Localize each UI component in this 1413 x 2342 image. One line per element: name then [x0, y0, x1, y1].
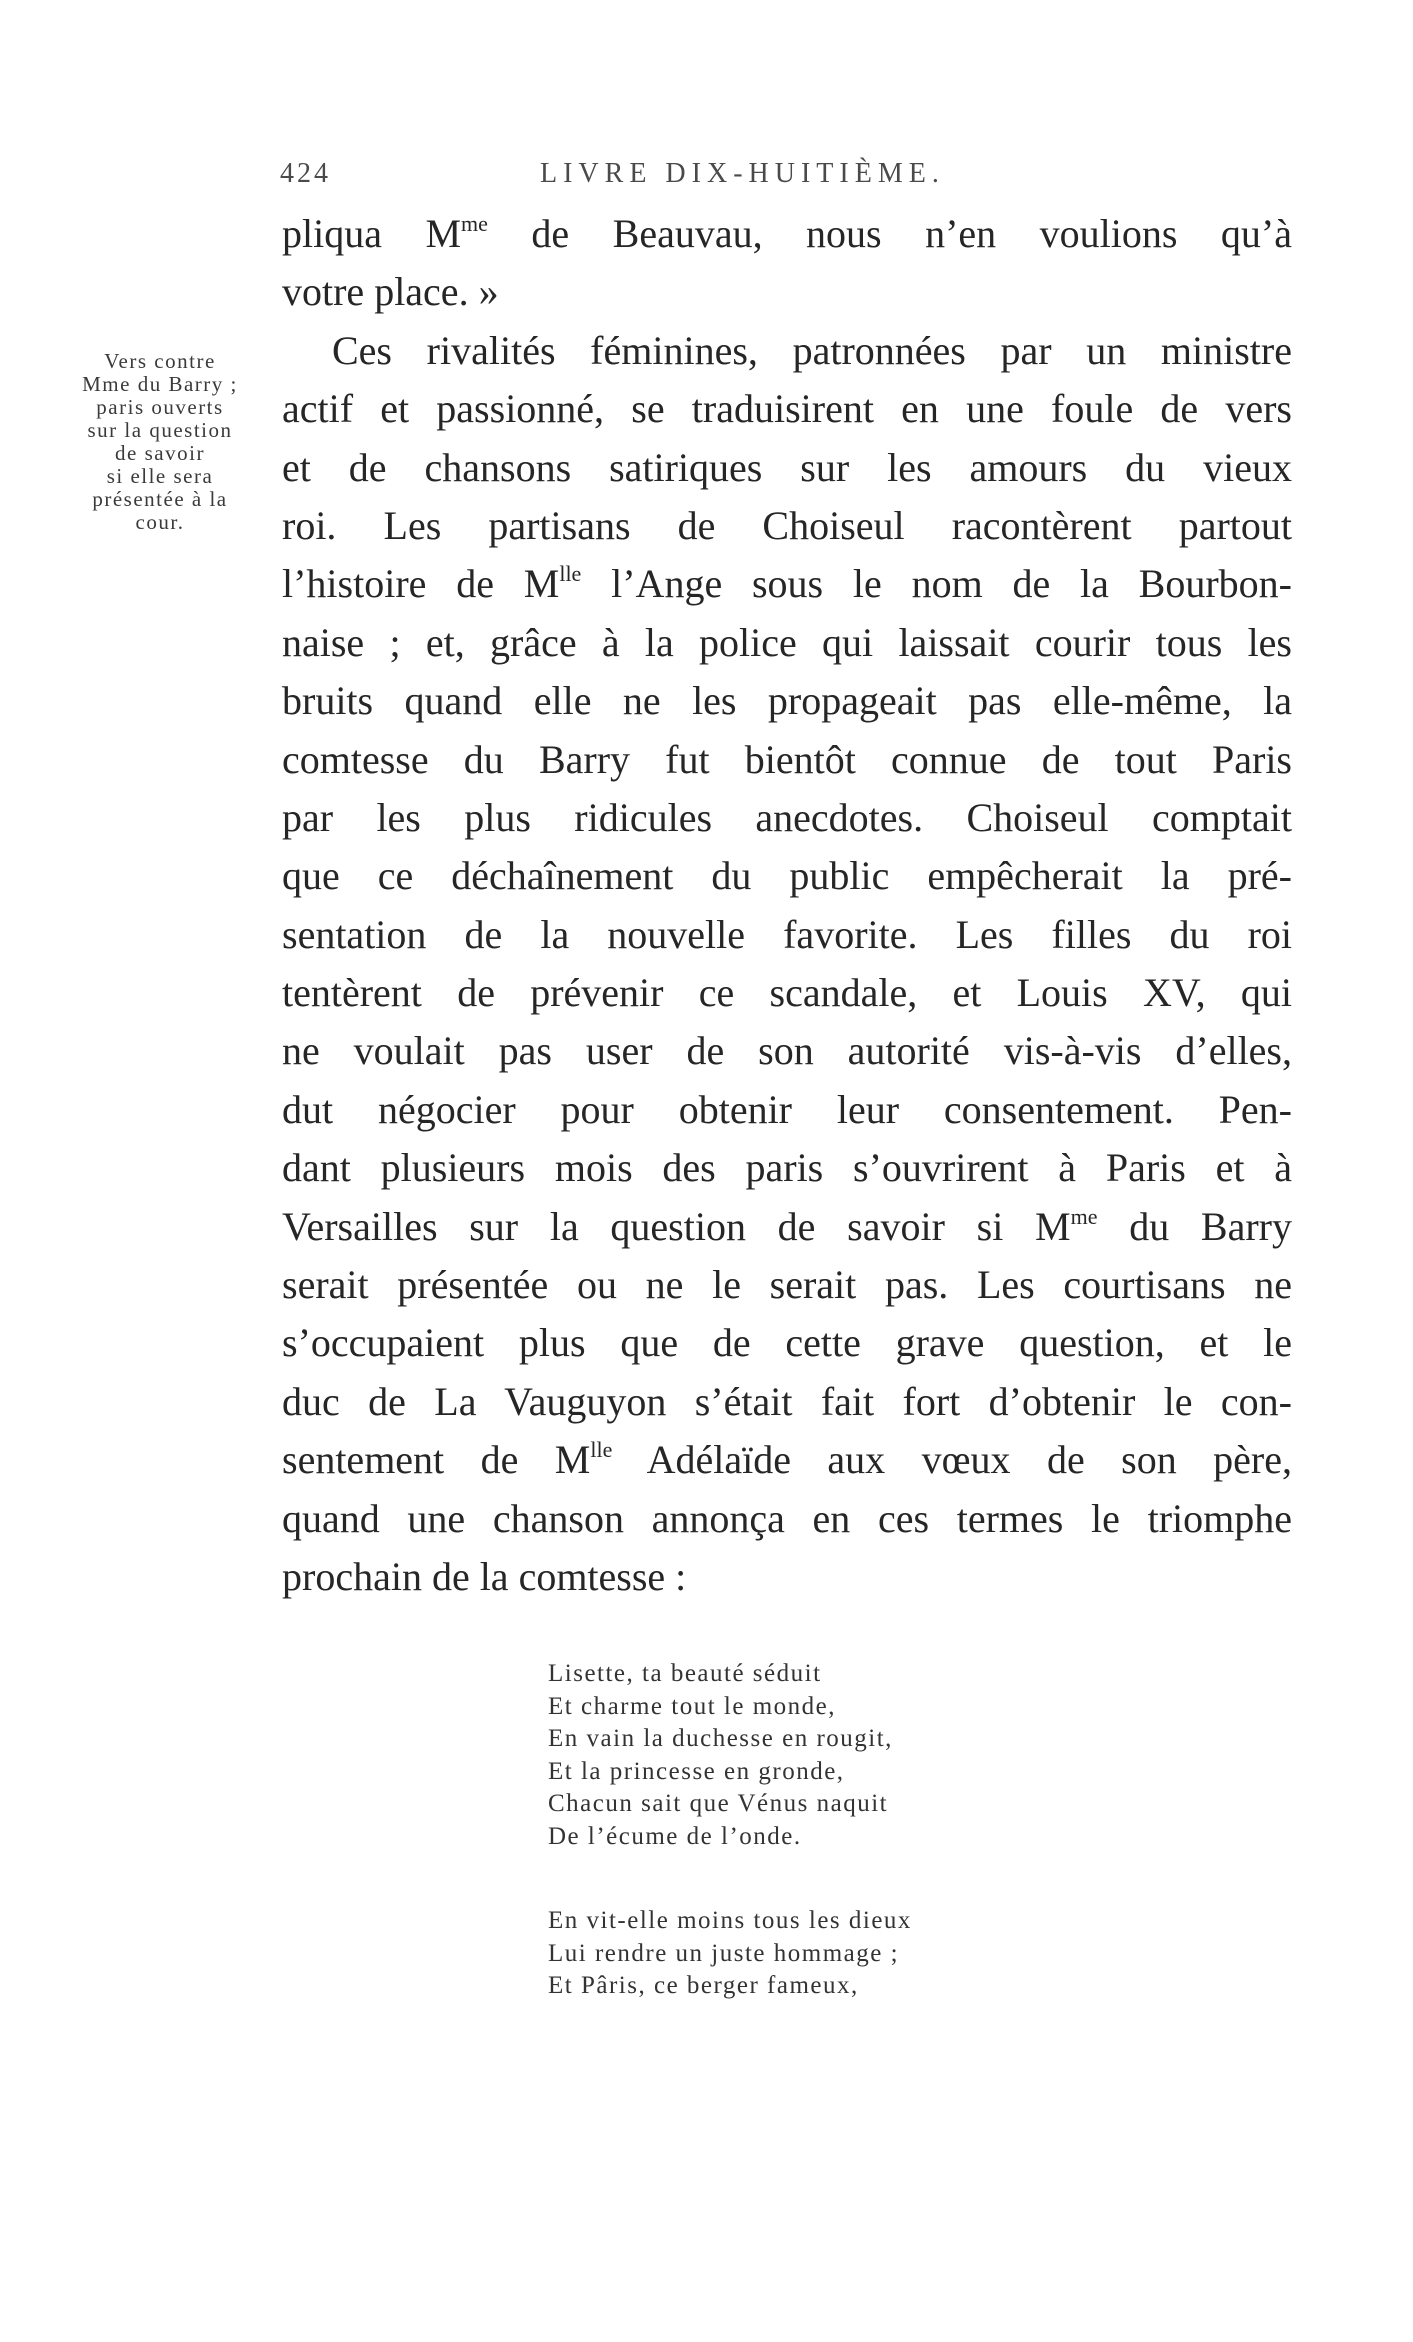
- margin-note-line: sur la question: [87, 418, 233, 442]
- margin-note-line: de savoir: [115, 441, 205, 465]
- poem-line: En vain la duchesse en rougit,: [548, 1725, 893, 1752]
- margin-note-line: paris ouverts: [96, 395, 224, 419]
- text-line: et de chansons satiriques sur les amours du vieux: [282, 444, 1292, 490]
- text-line: ne voulait pas user de son autorité vis-à-vis d’elles,: [282, 1028, 1292, 1074]
- text-line: s’occupaient plus que de cette grave question, et le: [282, 1320, 1292, 1366]
- text-line: prochain de la comtesse :: [282, 1553, 687, 1599]
- poem-line: Lisette, ta beauté séduit: [548, 1660, 822, 1687]
- text-line: quand une chanson annonça en ces termes le triomphe: [282, 1495, 1292, 1541]
- body-text: [282, 205, 1292, 1606]
- text-line: actif et passionné, se traduisirent en une foule de vers: [282, 386, 1292, 432]
- margin-note: [55, 350, 265, 534]
- text-line: duc de La Vauguyon s’était fait fort d’obtenir le con-: [282, 1378, 1292, 1424]
- page-number: 424: [280, 158, 331, 189]
- poem-line: De l’écume de l’onde.: [548, 1822, 802, 1850]
- poem-stanza: [548, 1905, 912, 2003]
- text-line: Versailles sur la question de savoir si $M^{me}$ du Barry: [282, 1203, 1292, 1249]
- text-line: bruits quand elle ne les propageait pas elle-même, la: [282, 678, 1292, 724]
- poem-line: Et Pâris, ce berger fameux,: [548, 1972, 859, 1999]
- text-line: votre place. »: [282, 269, 499, 315]
- margin-note-line: Mme du Barry ;: [82, 372, 238, 396]
- text-line: que ce déchaînement du public empêcherait la pré-: [282, 853, 1292, 899]
- poem-line: Et la princesse en gronde,: [548, 1757, 845, 1785]
- poem: [548, 1658, 912, 2055]
- text-line: dut négocier pour obtenir leur consentement. Pen-: [282, 1086, 1292, 1132]
- text-line: pliqua $M^{me}$ de Beauvau, nous n’en voulions qu’à: [282, 211, 1293, 256]
- text-line: tentèrent de prévenir ce scandale, et Louis XV, qui: [282, 970, 1292, 1016]
- text-line: Ces rivalités féminines, patronnées par un ministre: [332, 327, 1292, 373]
- text-line: naise ; et, grâce à la police qui laissait courir tous les: [282, 619, 1292, 665]
- text-line: par les plus ridicules anecdotes. Choiseul comptait: [282, 794, 1292, 840]
- text-line: sentement de $M^{lle}$ Adélaïde aux vœux de son père,: [282, 1437, 1292, 1483]
- margin-note-line: cour.: [135, 510, 185, 534]
- running-title: LIVRE DIX-HUITIÈME.: [540, 158, 945, 189]
- text-line: sentation de la nouvelle favorite. Les filles du roi: [282, 911, 1292, 957]
- text-line: comtesse du Barry fut bientôt connue de tout Paris: [282, 736, 1292, 782]
- margin-note-line: présentée à la: [92, 487, 228, 511]
- poem-line: En vit-elle moins tous les dieux: [548, 1907, 912, 1934]
- poem-stanza: [548, 1658, 912, 1853]
- margin-note-line: si elle sera: [106, 464, 214, 488]
- text-line: roi. Les partisans de Choiseul racontèrent partout: [282, 502, 1292, 548]
- text-line: dant plusieurs mois des paris s’ouvrirent à Paris et à: [282, 1145, 1292, 1191]
- text-line: l’histoire de $M^{lle}$ l’Ange sous le nom de la Bourbon-: [282, 561, 1292, 607]
- poem-line: Chacun sait que Vénus naquit: [548, 1790, 889, 1817]
- poem-line: Et charme tout le monde,: [548, 1692, 837, 1720]
- poem-line: Lui rendre un juste hommage ;: [548, 1939, 900, 1967]
- text-line: serait présentée ou ne le serait pas. Les courtisans ne: [282, 1262, 1292, 1308]
- running-header: [280, 150, 1290, 200]
- margin-note-line: Vers contre: [104, 349, 216, 373]
